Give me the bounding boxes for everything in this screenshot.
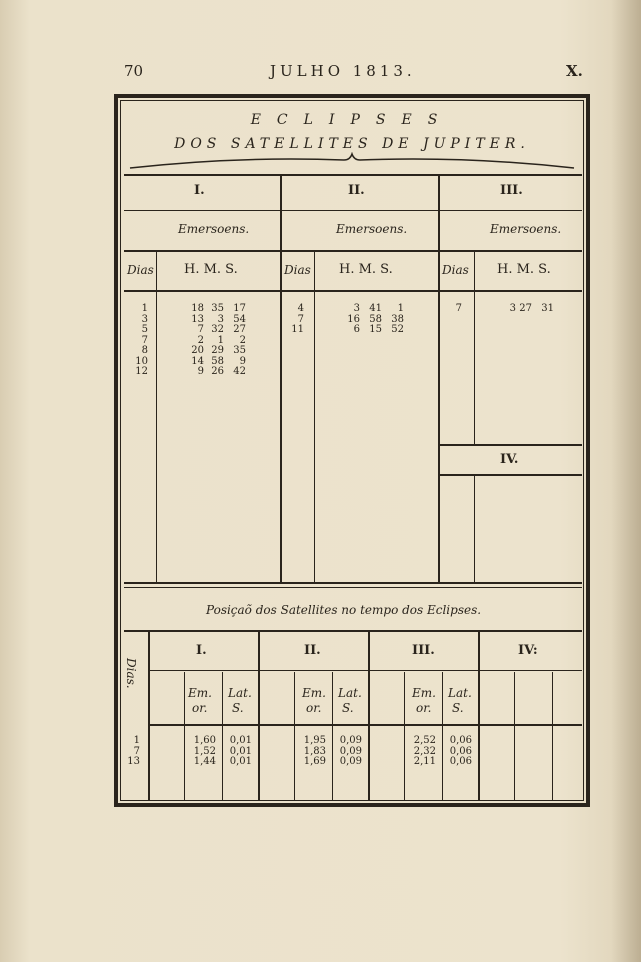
table-cell: 7 [455,303,462,314]
table-cell: 17 [233,303,246,314]
table-cell: 18 [191,303,204,314]
sat4-label: IV. [500,452,519,467]
table-cell: 58 [369,313,382,325]
pos-sat2-lat-values [332,736,362,768]
sat1-label: I. [194,183,205,198]
positions-title: Posiçaõ dos Satellites no tempo dos Eclipses. [206,603,482,617]
sat2-dias-divider [314,252,315,290]
table-cell: 15 [369,324,382,335]
rule-below-col-headers [124,290,582,292]
sat2-label: II. [348,183,365,198]
table-cell: 2 [197,334,204,346]
pos-divider-2 [368,632,370,800]
sat3-dias-header: Dias [442,263,469,277]
table-cell: 1 [397,303,404,314]
pos-divider-3 [478,632,480,800]
table-cell: 16 [347,313,360,325]
table-cell: 0,06 [449,745,472,757]
sat3-days [446,304,462,315]
table-cell: 38 [391,313,404,325]
table-cell: 7 [197,324,204,335]
table-cell: 29 [211,345,224,356]
table-cell: 31 [541,303,554,314]
sat1-days [130,304,148,378]
table-cell: 27 [519,303,532,314]
rule-top [124,174,582,176]
pos-sat2-s: S. [342,701,354,715]
sat1-seconds [228,304,246,378]
table-cell: 20 [191,345,204,356]
table-cell: 12 [135,366,148,377]
pos-sat3-s: S. [452,701,464,715]
table-cell: 1,52 [193,745,216,757]
page-number: 70 [124,62,144,80]
sat3-dias-divider [474,252,475,290]
page-gutter-shadow [611,0,641,962]
table-cell: 13 [127,756,140,767]
table-cell: 1,83 [303,745,326,757]
sat3-emersoens: Emersoens. [490,222,562,236]
pos-sat3-em-rule [404,672,405,800]
sat2-seconds [386,304,404,336]
section-roman-numeral: X. [566,62,583,80]
sat3-seconds [536,304,554,315]
pos-sat3-lat-values [442,736,472,768]
table-cell: 26 [211,366,224,377]
sat4-rule-bottom [440,474,582,476]
pos-sat4-label: IV: [518,643,538,658]
table-cell: 0,09 [339,745,362,757]
sat4-rule-top [440,444,582,446]
table-cell: 1 [141,303,148,314]
sat2-days [286,304,304,336]
table-cell: 2 [239,334,246,346]
pos-sat2-or: or. [306,701,322,715]
pos-sat1-em: Em. [188,686,212,700]
sat3-hours [500,304,516,315]
sat1-dias-column-rule [156,292,157,582]
table-cell: 7 [297,313,304,325]
table-cell: 10 [135,355,148,367]
table-cell: 42 [233,366,246,377]
table-cell: 0,06 [449,756,472,767]
title-brace-ornament [128,152,576,172]
table-cell: 8 [141,345,148,356]
pos-sat1-or: or. [192,701,208,715]
table-cell: 3 [141,313,148,325]
table-cell: 3 [217,313,224,325]
sat1-emersoens: Emersoens. [178,222,250,236]
table-cell: 9 [197,366,204,377]
table-cell: 5 [141,324,148,335]
pos-sat1-label: I. [196,643,207,658]
table-cell: 2,32 [413,745,436,757]
rule-below-sat-labels [124,210,582,211]
table-cell: 0,09 [339,756,362,767]
table-cell: 32 [211,324,224,335]
pos-sat1-lat-values [222,736,252,768]
pos-sat1-s: S. [232,701,244,715]
pos-sat1-em-rule [184,672,185,800]
pos-days [126,736,140,768]
rule-pos-sat-labels [150,670,582,671]
sat3-hms-header: H. M. S. [497,262,551,277]
table-cell: 3 [509,303,516,314]
table-cell: 13 [191,313,204,325]
sat3-dias-column-rule [474,292,475,444]
rule-end-eclipses-thin [124,587,582,588]
table-cell: 1 [217,334,224,346]
table-cell: 2,11 [413,756,436,767]
pos-divider-1 [258,632,260,800]
table-cell: 7 [141,334,148,346]
sat4-column-rule [474,476,475,582]
sat1-minutes [206,304,224,378]
table-cell: 1,44 [193,756,216,767]
sat2-minutes [364,304,382,336]
running-header [0,62,641,84]
divider-sat2-sat3 [438,174,440,582]
pos-sat3-label: III. [412,643,435,658]
table-cell: 1 [133,735,140,746]
table-cell: 11 [291,324,304,335]
table-title-line2: DOS SATELLITES DE JUPITER. [174,136,530,152]
rule-below-phase [124,250,582,252]
table-cell: 6 [353,324,360,335]
sat1-dias-divider [156,252,157,290]
sat1-hms-header: H. M. S. [184,262,238,277]
table-cell: 1,60 [193,735,216,746]
table-cell: 0,01 [229,745,252,757]
pos-sat1-em-values [186,736,216,768]
pos-sat4-em-rule [514,672,515,800]
table-cell: 0,01 [229,756,252,767]
table-cell: 2,52 [413,735,436,746]
sat3-minutes [516,304,532,315]
pos-sat2-lat: Lat. [338,686,362,700]
table-title-line1: ECLIPSES [250,112,454,128]
rule-end-eclipses [124,582,582,584]
pos-sat3-or: or. [416,701,432,715]
table-cell: 14 [191,355,204,367]
sat1-dias-header: Dias [127,263,154,277]
table-cell: 27 [233,324,246,335]
table-cell: 0,06 [449,735,472,746]
table-cell: 9 [239,355,246,367]
table-cell: 1,69 [303,756,326,767]
pos-sat2-label: II. [304,643,321,658]
sat2-dias-header: Dias [284,263,311,277]
table-cell: 35 [233,345,246,356]
sat2-hours [342,304,360,336]
table-cell: 7 [133,745,140,757]
divider-sat1-sat2 [280,174,282,582]
sat2-hms-header: H. M. S. [339,262,393,277]
pos-sat4-lat-rule [552,672,553,800]
table-cell: 1,95 [303,735,326,746]
table-cell: 58 [211,355,224,367]
month-year-title: JULHO 1813. [270,62,416,80]
sat3-label: III. [500,183,523,198]
pos-sat3-lat: Lat. [448,686,472,700]
table-cell: 0,01 [229,735,252,746]
pos-sat3-em: Em. [412,686,436,700]
table-cell: 41 [369,303,382,314]
sat1-hours [186,304,204,378]
sat2-emersoens: Emersoens. [336,222,408,236]
positions-dias-label: Dias. [124,658,138,689]
positions-dias-divider [148,632,150,800]
pos-sat2-em-values [296,736,326,768]
pos-sat3-em-values [406,736,436,768]
table-cell: 52 [391,324,404,335]
rule-pos-subheaders [150,724,582,726]
table-cell: 3 [353,303,360,314]
table-cell: 54 [233,313,246,325]
rule-positions-top [124,630,582,632]
table-cell: 4 [297,303,304,314]
pos-sat2-em-rule [294,672,295,800]
table-cell: 0,09 [339,735,362,746]
pos-sat2-em: Em. [302,686,326,700]
sat2-dias-column-rule [314,292,315,582]
table-cell: 35 [211,303,224,314]
pos-sat1-lat: Lat. [228,686,252,700]
